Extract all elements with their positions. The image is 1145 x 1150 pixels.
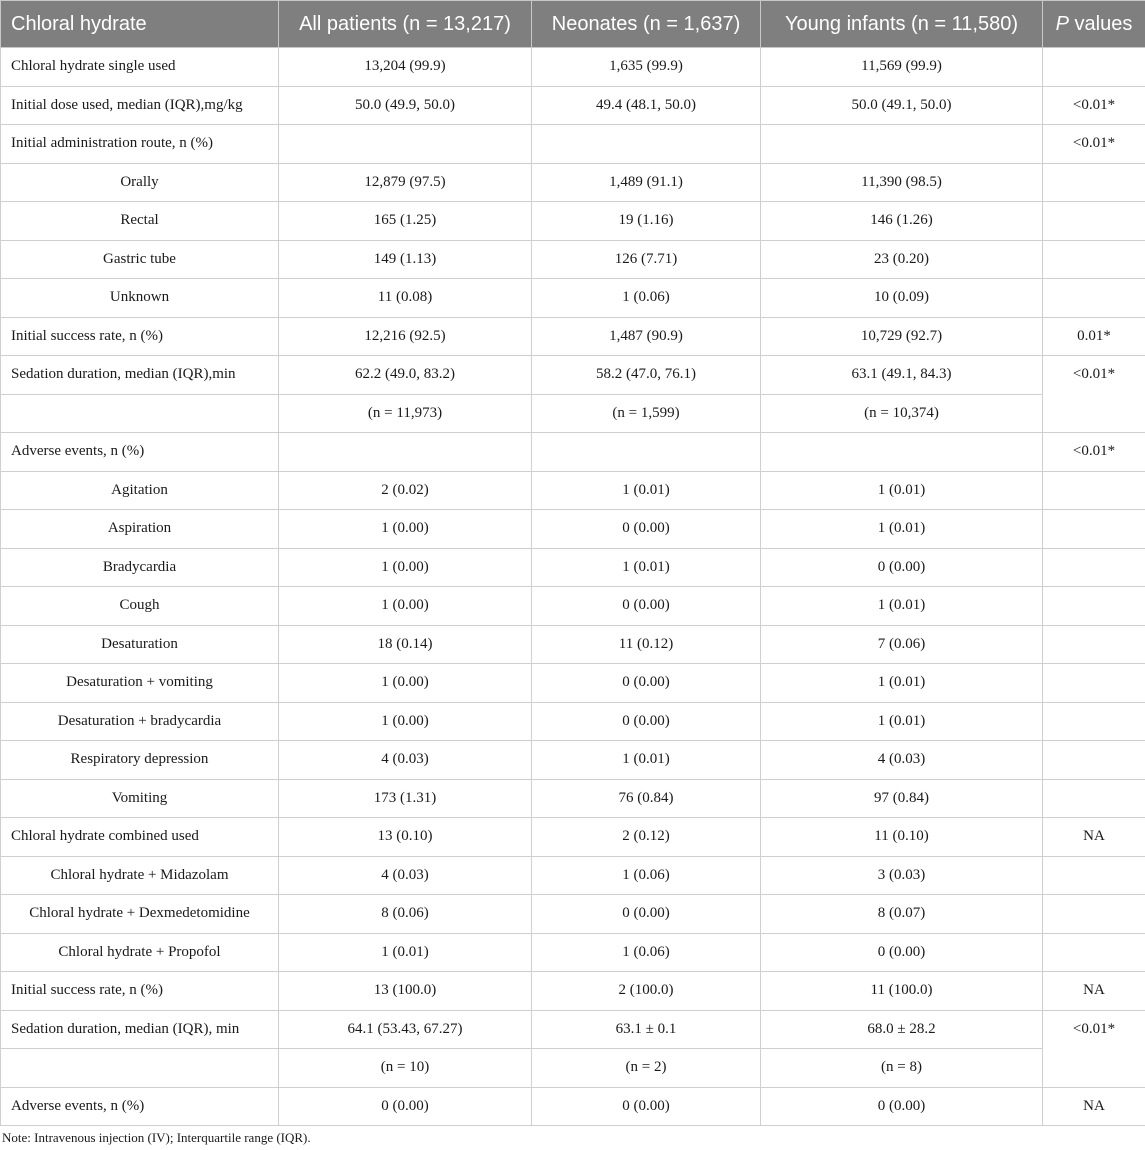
table-row xyxy=(1,356,1145,395)
cell-p-value xyxy=(1043,625,1145,664)
row-label: Sedation duration, median (IQR), min xyxy=(1,1010,279,1049)
row-label: Initial success rate, n (%) xyxy=(1,972,279,1011)
table-row xyxy=(1,163,1145,202)
cell-p-value xyxy=(1043,471,1145,510)
cell-all-patients: 64.1 (53.43, 67.27) xyxy=(279,1010,532,1049)
row-label xyxy=(1,394,279,433)
cell-young-infants: 146 (1.26) xyxy=(761,202,1043,241)
table-row xyxy=(1,1049,1145,1088)
cell-young-infants: 1 (0.01) xyxy=(761,510,1043,549)
cell-p-value: <0.01* xyxy=(1043,356,1145,433)
table-row xyxy=(1,625,1145,664)
cell-all-patients: 1 (0.01) xyxy=(279,933,532,972)
table-row xyxy=(1,471,1145,510)
cell-neonates: 58.2 (47.0, 76.1) xyxy=(532,356,761,395)
row-label xyxy=(1,1049,279,1088)
cell-young-infants: 3 (0.03) xyxy=(761,856,1043,895)
cell-all-patients: 1 (0.00) xyxy=(279,702,532,741)
cell-young-infants: 10,729 (92.7) xyxy=(761,317,1043,356)
header-chloral-hydrate: Chloral hydrate xyxy=(1,1,279,48)
cell-all-patients: 13,204 (99.9) xyxy=(279,48,532,87)
row-label: Aspiration xyxy=(1,510,279,549)
cell-young-infants: 11,569 (99.9) xyxy=(761,48,1043,87)
cell-all-patients: 1 (0.00) xyxy=(279,664,532,703)
cell-neonates: 1 (0.01) xyxy=(532,548,761,587)
cell-p-value xyxy=(1043,933,1145,972)
table-row xyxy=(1,240,1145,279)
cell-p-value xyxy=(1043,279,1145,318)
header-p-letter: P xyxy=(1055,12,1069,35)
cell-neonates: 1,487 (90.9) xyxy=(532,317,761,356)
cell-young-infants: 4 (0.03) xyxy=(761,741,1043,780)
row-label: Orally xyxy=(1,163,279,202)
row-label: Rectal xyxy=(1,202,279,241)
cell-all-patients: 173 (1.31) xyxy=(279,779,532,818)
cell-young-infants: 50.0 (49.1, 50.0) xyxy=(761,86,1043,125)
table-row xyxy=(1,548,1145,587)
row-label: Chloral hydrate + Propofol xyxy=(1,933,279,972)
cell-p-value: <0.01* xyxy=(1043,1010,1145,1087)
cell-all-patients: 4 (0.03) xyxy=(279,856,532,895)
cell-young-infants: 1 (0.01) xyxy=(761,587,1043,626)
cell-young-infants: 23 (0.20) xyxy=(761,240,1043,279)
cell-p-value xyxy=(1043,202,1145,241)
cell-all-patients: 13 (0.10) xyxy=(279,818,532,857)
cell-young-infants: 0 (0.00) xyxy=(761,548,1043,587)
cell-neonates: 1 (0.06) xyxy=(532,856,761,895)
row-label: Initial dose used, median (IQR),mg/kg xyxy=(1,86,279,125)
row-label: Desaturation + vomiting xyxy=(1,664,279,703)
cell-neonates: (n = 1,599) xyxy=(532,394,761,433)
row-label: Chloral hydrate + Dexmedetomidine xyxy=(1,895,279,934)
cell-all-patients xyxy=(279,125,532,164)
cell-all-patients: 0 (0.00) xyxy=(279,1087,532,1126)
cell-young-infants: 8 (0.07) xyxy=(761,895,1043,934)
table-row xyxy=(1,856,1145,895)
cell-p-value xyxy=(1043,895,1145,934)
cell-all-patients: 165 (1.25) xyxy=(279,202,532,241)
cell-neonates: 1 (0.06) xyxy=(532,933,761,972)
cell-neonates: 0 (0.00) xyxy=(532,1087,761,1126)
cell-all-patients: 4 (0.03) xyxy=(279,741,532,780)
cell-p-value xyxy=(1043,664,1145,703)
cell-all-patients: 50.0 (49.9, 50.0) xyxy=(279,86,532,125)
header-young-infants: Young infants (n = 11,580) xyxy=(761,1,1043,48)
cell-p-value: NA xyxy=(1043,972,1145,1011)
cell-young-infants xyxy=(761,125,1043,164)
row-label: Chloral hydrate single used xyxy=(1,48,279,87)
cell-neonates: 0 (0.00) xyxy=(532,895,761,934)
table-row xyxy=(1,317,1145,356)
cell-neonates: 2 (100.0) xyxy=(532,972,761,1011)
table-body xyxy=(1,48,1145,1126)
cell-neonates: 49.4 (48.1, 50.0) xyxy=(532,86,761,125)
cell-neonates: (n = 2) xyxy=(532,1049,761,1088)
cell-neonates: 1 (0.01) xyxy=(532,471,761,510)
table-row xyxy=(1,741,1145,780)
cell-neonates: 0 (0.00) xyxy=(532,510,761,549)
row-label: Respiratory depression xyxy=(1,741,279,780)
cell-p-value: NA xyxy=(1043,1087,1145,1126)
table-row xyxy=(1,510,1145,549)
table-row xyxy=(1,933,1145,972)
cell-all-patients: (n = 11,973) xyxy=(279,394,532,433)
cell-young-infants: 10 (0.09) xyxy=(761,279,1043,318)
table-note: Note: Intravenous injection (IV); Interquartile range (IQR). xyxy=(2,1130,311,1145)
row-label: Cough xyxy=(1,587,279,626)
row-label: Desaturation xyxy=(1,625,279,664)
cell-all-patients: 12,216 (92.5) xyxy=(279,317,532,356)
table-row xyxy=(1,48,1145,87)
cell-p-value xyxy=(1043,510,1145,549)
row-label: Desaturation + bradycardia xyxy=(1,702,279,741)
cell-p-value xyxy=(1043,587,1145,626)
cell-young-infants: 1 (0.01) xyxy=(761,702,1043,741)
cell-young-infants: 11,390 (98.5) xyxy=(761,163,1043,202)
row-label: Adverse events, n (%) xyxy=(1,1087,279,1126)
row-label: Vomiting xyxy=(1,779,279,818)
cell-young-infants: 7 (0.06) xyxy=(761,625,1043,664)
cell-p-value: NA xyxy=(1043,818,1145,857)
header-values-word: values xyxy=(1068,12,1133,35)
cell-all-patients: 2 (0.02) xyxy=(279,471,532,510)
cell-young-infants: 63.1 (49.1, 84.3) xyxy=(761,356,1043,395)
cell-p-value: <0.01* xyxy=(1043,86,1145,125)
cell-neonates: 76 (0.84) xyxy=(532,779,761,818)
table-row xyxy=(1,433,1145,472)
cell-all-patients: 8 (0.06) xyxy=(279,895,532,934)
cell-young-infants: 68.0 ± 28.2 xyxy=(761,1010,1043,1049)
cell-neonates xyxy=(532,125,761,164)
cell-neonates: 1,489 (91.1) xyxy=(532,163,761,202)
table-row xyxy=(1,1010,1145,1049)
row-label: Initial success rate, n (%) xyxy=(1,317,279,356)
table-row xyxy=(1,587,1145,626)
row-label: Unknown xyxy=(1,279,279,318)
table-row xyxy=(1,394,1145,433)
cell-all-patients: 1 (0.00) xyxy=(279,510,532,549)
table-row xyxy=(1,202,1145,241)
cell-all-patients: 12,879 (97.5) xyxy=(279,163,532,202)
header-row xyxy=(1,1,1145,48)
cell-neonates: 0 (0.00) xyxy=(532,702,761,741)
cell-all-patients: 11 (0.08) xyxy=(279,279,532,318)
row-label: Sedation duration, median (IQR),min xyxy=(1,356,279,395)
cell-p-value xyxy=(1043,779,1145,818)
cell-neonates: 0 (0.00) xyxy=(532,664,761,703)
cell-p-value: <0.01* xyxy=(1043,125,1145,164)
cell-p-value xyxy=(1043,548,1145,587)
table-row xyxy=(1,279,1145,318)
cell-young-infants: 97 (0.84) xyxy=(761,779,1043,818)
cell-neonates: 1,635 (99.9) xyxy=(532,48,761,87)
row-label: Gastric tube xyxy=(1,240,279,279)
row-label: Chloral hydrate + Midazolam xyxy=(1,856,279,895)
cell-neonates: 1 (0.01) xyxy=(532,741,761,780)
row-label: Agitation xyxy=(1,471,279,510)
cell-young-infants: 0 (0.00) xyxy=(761,1087,1043,1126)
cell-neonates: 1 (0.06) xyxy=(532,279,761,318)
cell-p-value: 0.01* xyxy=(1043,317,1145,356)
table-row xyxy=(1,86,1145,125)
cell-p-value xyxy=(1043,240,1145,279)
cell-p-value xyxy=(1043,741,1145,780)
cell-p-value xyxy=(1043,163,1145,202)
cell-young-infants: 0 (0.00) xyxy=(761,933,1043,972)
cell-young-infants: (n = 10,374) xyxy=(761,394,1043,433)
cell-neonates xyxy=(532,433,761,472)
table-row xyxy=(1,702,1145,741)
cell-p-value: <0.01* xyxy=(1043,433,1145,472)
cell-neonates: 126 (7.71) xyxy=(532,240,761,279)
table-row xyxy=(1,972,1145,1011)
cell-young-infants: 11 (100.0) xyxy=(761,972,1043,1011)
cell-neonates: 0 (0.00) xyxy=(532,587,761,626)
header-all-patients: All patients (n = 13,217) xyxy=(279,1,532,48)
cell-neonates: 11 (0.12) xyxy=(532,625,761,664)
header-neonates: Neonates (n = 1,637) xyxy=(532,1,761,48)
cell-young-infants: (n = 8) xyxy=(761,1049,1043,1088)
table-row xyxy=(1,818,1145,857)
cell-all-patients: 13 (100.0) xyxy=(279,972,532,1011)
row-label: Adverse events, n (%) xyxy=(1,433,279,472)
row-label: Initial administration route, n (%) xyxy=(1,125,279,164)
table-row xyxy=(1,895,1145,934)
cell-p-value xyxy=(1043,48,1145,87)
cell-neonates: 19 (1.16) xyxy=(532,202,761,241)
cell-all-patients xyxy=(279,433,532,472)
row-label: Chloral hydrate combined used xyxy=(1,818,279,857)
table-row xyxy=(1,125,1145,164)
cell-all-patients: 1 (0.00) xyxy=(279,548,532,587)
table-header xyxy=(1,1,1145,48)
cell-p-value xyxy=(1043,702,1145,741)
row-label: Bradycardia xyxy=(1,548,279,587)
table-row xyxy=(1,779,1145,818)
cell-young-infants xyxy=(761,433,1043,472)
cell-all-patients: 1 (0.00) xyxy=(279,587,532,626)
cell-all-patients: (n = 10) xyxy=(279,1049,532,1088)
cell-all-patients: 62.2 (49.0, 83.2) xyxy=(279,356,532,395)
cell-all-patients: 18 (0.14) xyxy=(279,625,532,664)
cell-neonates: 63.1 ± 0.1 xyxy=(532,1010,761,1049)
header-p-values xyxy=(1043,1,1145,48)
cell-young-infants: 1 (0.01) xyxy=(761,471,1043,510)
table-row xyxy=(1,664,1145,703)
table-row xyxy=(1,1087,1145,1126)
cell-neonates: 2 (0.12) xyxy=(532,818,761,857)
cell-all-patients: 149 (1.13) xyxy=(279,240,532,279)
cell-young-infants: 11 (0.10) xyxy=(761,818,1043,857)
cell-p-value xyxy=(1043,856,1145,895)
cell-young-infants: 1 (0.01) xyxy=(761,664,1043,703)
